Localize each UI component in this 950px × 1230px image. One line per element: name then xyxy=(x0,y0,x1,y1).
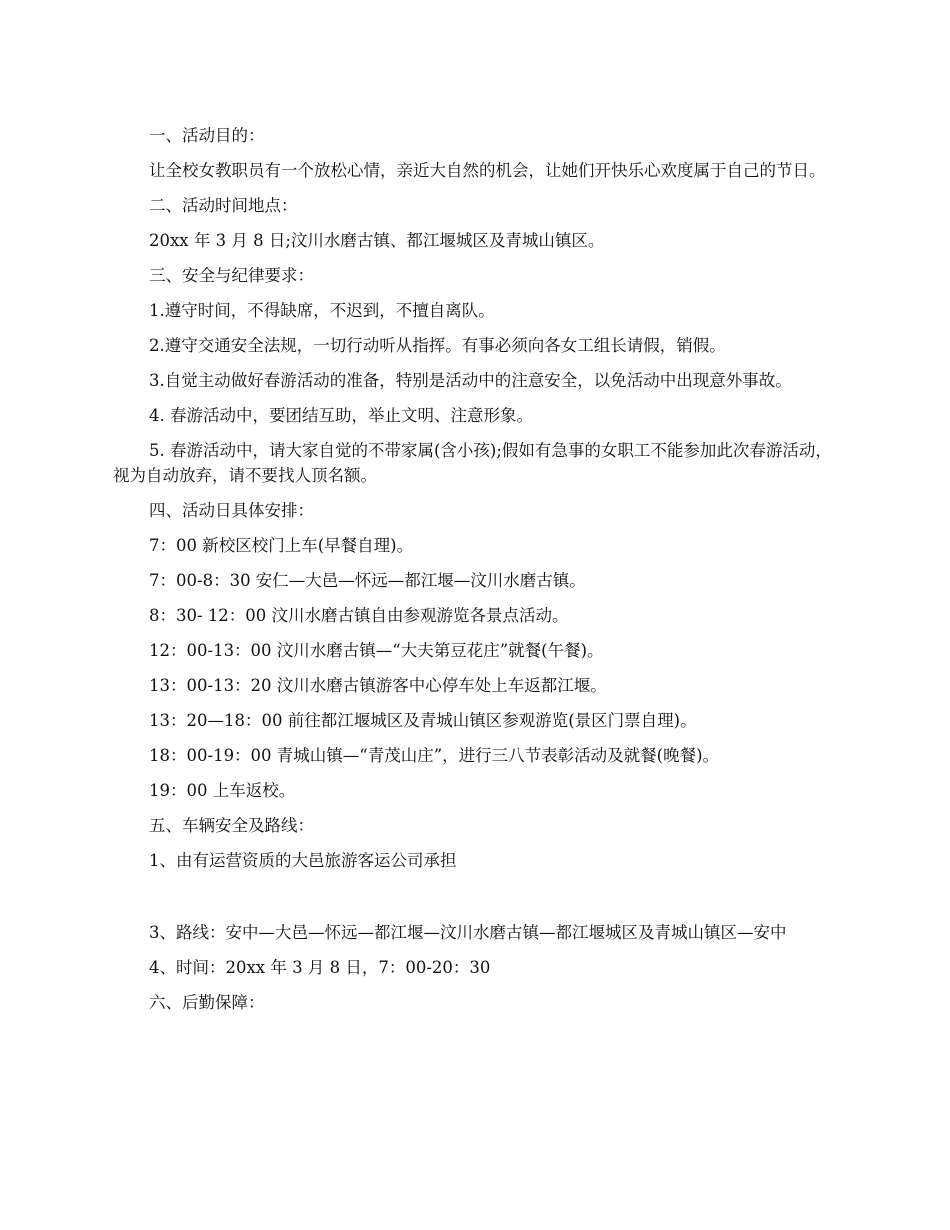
rule-item-3: 3.自觉主动做好春游活动的准备，特别是活动中的注意安全，以免活动中出现意外事故。 xyxy=(149,371,792,390)
schedule-item: 18：00-19：00 青城山镇—“青茂山庄”，进行三八节表彰活动及就餐(晚餐)。 xyxy=(149,746,720,765)
schedule-item: 8：30- 12：00 汶川水磨古镇自由参观游览各景点活动。 xyxy=(149,606,569,625)
schedule-item: 7：00-8：30 安仁—大邑—怀远—都江堰—汶川水磨古镇。 xyxy=(149,571,586,590)
schedule-item: 13：00-13：20 汶川水磨古镇游客中心停车处上车返都江堰。 xyxy=(149,676,607,695)
rule-item-2: 2.遵守交通安全法规，一切行动听从指挥。有事必须向各女工组长请假，销假。 xyxy=(149,336,726,355)
paragraph-time-place: 20xx 年 3 月 8 日;汶川水磨古镇、都江堰城区及青城山镇区。 xyxy=(149,231,605,250)
schedule-item: 13：20—18：00 前往都江堰城区及青城山镇区参观游览(景区门票自理)。 xyxy=(149,711,697,730)
section-heading-time-place: 二、活动时间地点： xyxy=(149,196,298,215)
document-body xyxy=(113,123,840,1025)
blank-gap xyxy=(113,883,840,920)
paragraph-purpose-text: 让全校女教职员有一个放松心情，亲近大自然的机会，让她们开快乐心欢度属于自己的节日。 xyxy=(149,161,826,180)
rule-item-1: 1.遵守时间，不得缺席，不迟到，不擅自离队。 xyxy=(149,301,495,320)
vehicle-item-time: 4、时间：20xx 年 3 月 8 日，7：00-20：30 xyxy=(149,958,491,977)
rule-item-5: 5. 春游活动中，请大家自觉的不带家属(含小孩);假如有急事的女职工不能参加此次春游活动，视为自动放弃，请不要找人顶名额。 xyxy=(113,441,832,485)
vehicle-item-1: 1、由有运营资质的大邑旅游客运公司承担 xyxy=(149,851,457,870)
schedule-item: 7：00 新校区校门上车(早餐自理)。 xyxy=(149,536,414,555)
rule-item-4: 4. 春游活动中，要团结互助，举止文明、注意形象。 xyxy=(149,406,533,425)
schedule-item: 19：00 上车返校。 xyxy=(149,781,296,800)
vehicle-item-route: 3、路线：安中—大邑—怀远—都江堰—汶川水磨古镇—都江堰城区及青城山镇区—安中 xyxy=(149,923,787,942)
section-heading-purpose: 一、活动目的： xyxy=(149,126,265,145)
section-heading-vehicle: 五、车辆安全及路线： xyxy=(149,816,314,835)
section-heading-safety: 三、安全与纪律要求： xyxy=(149,266,314,285)
section-heading-schedule: 四、活动日具体安排： xyxy=(149,501,314,520)
section-heading-logistics: 六、后勤保障： xyxy=(149,993,265,1012)
schedule-item: 12：00-13：00 汶川水磨古镇—“大夫第豆花庄”就餐(午餐)。 xyxy=(149,641,604,660)
